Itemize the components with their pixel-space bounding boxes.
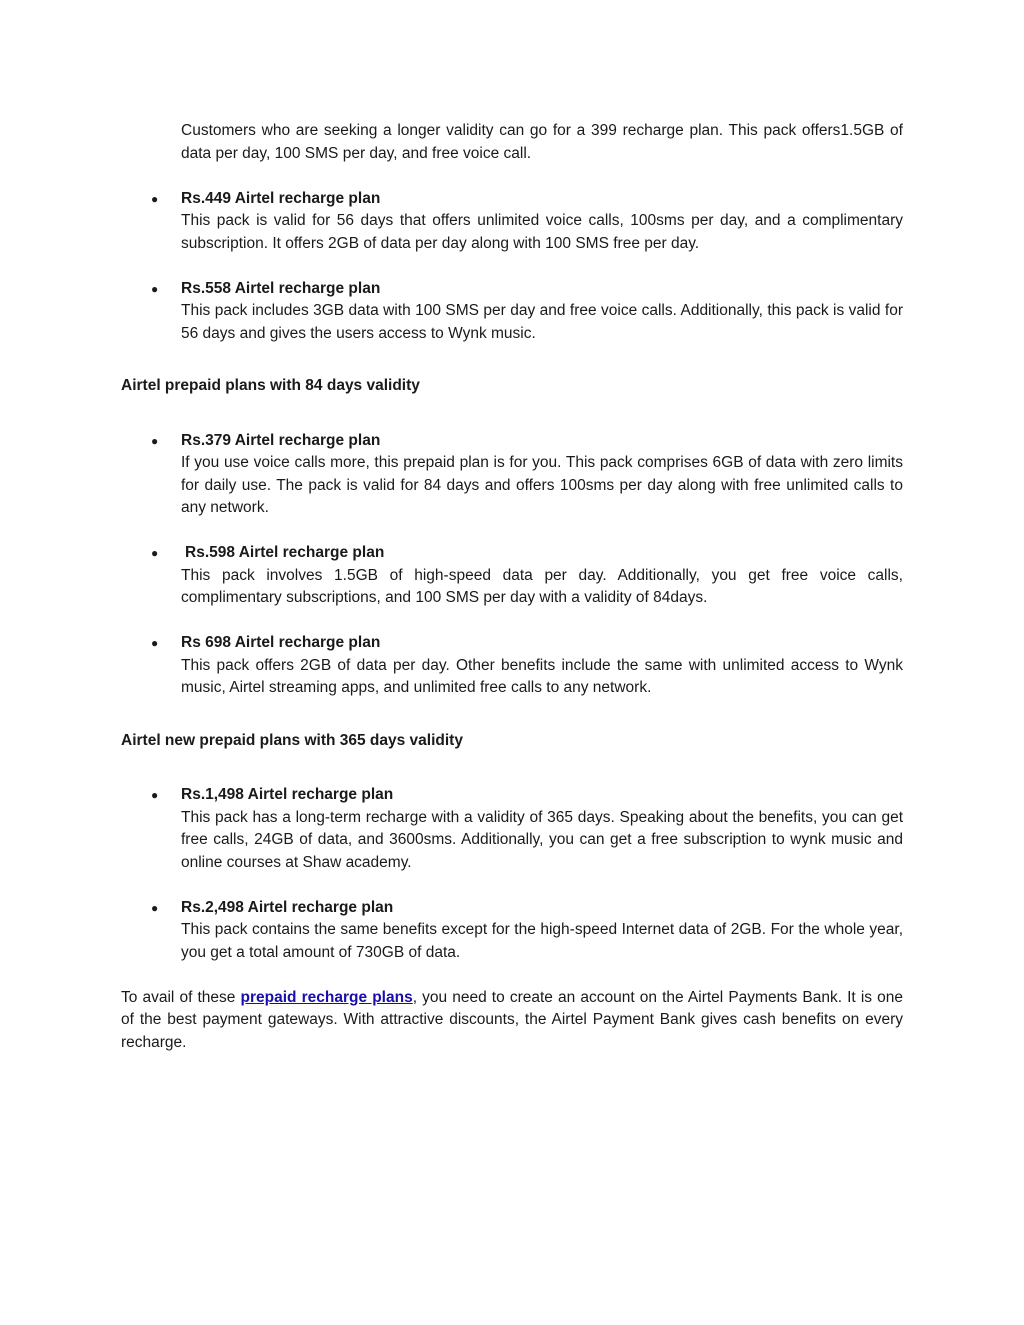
plan-title: Rs.379 Airtel recharge plan <box>181 431 381 449</box>
closing-paragraph <box>121 987 903 1055</box>
plan-item-rs558 <box>121 278 903 346</box>
plan-item-rs1498 <box>121 784 903 874</box>
bullet-icon: ● <box>151 433 159 448</box>
prepaid-recharge-plans-link[interactable]: prepaid recharge plans <box>240 988 413 1006</box>
plan-title: Rs.598 Airtel recharge plan <box>185 544 385 561</box>
plan-item-rs2498 <box>121 897 903 965</box>
plan-title: Rs.2,498 Airtel recharge plan <box>181 898 394 916</box>
plan-title: Rs.449 Airtel recharge plan <box>181 189 381 207</box>
plan-description: This pack contains the same benefits except for the high-speed Internet data of 2GB. For the whole year, you get a total amount of 730GB of data. <box>181 921 903 961</box>
plan-item-rs449 <box>121 188 903 256</box>
bullet-icon: ● <box>151 281 159 296</box>
closing-text-after: , you need to create an account on the Airtel Payments Bank. It is one of the best payment gateways. With attractive discounts, the Airtel Payment Bank gives cash benefits on every recharge. <box>121 988 903 1051</box>
bullet-icon: ● <box>151 546 159 560</box>
plan-item-rs698 <box>121 632 903 700</box>
plan-description: If you use voice calls more, this prepaid plan is for you. This pack comprises 6GB of data with zero limits for daily use. The pack is valid for 84 days and offers 100sms per day along with free unlimited calls to any network. <box>181 454 903 516</box>
plan-list-84-days <box>121 430 903 700</box>
plan-list-365-days <box>121 784 903 964</box>
bullet-icon: ● <box>151 900 159 915</box>
plan-description: This pack has a long-term recharge with a validity of 365 days. Speaking about the benefits, you can get free calls, 24GB of data, and 3600sms. Additionally, you can get a free subscription to wynk music and online courses at Shaw academy. <box>181 808 903 871</box>
closing-text-before: To avail of these <box>121 988 241 1006</box>
plan-title: Rs.1,498 Airtel recharge plan <box>181 786 394 803</box>
section-heading-84-days: Airtel prepaid plans with 84 days validity <box>121 377 420 394</box>
plan-description: This pack offers 2GB of data per day. Other benefits include the same with unlimited access to Wynk music, Airtel streaming apps, and unlimited free calls to any network. <box>181 656 903 696</box>
plan-description: This pack involves 1.5GB of high-speed data per day. Additionally, you get free voice calls, complimentary subscriptions, and 100 SMS per day with a validity of 84days. <box>181 566 903 606</box>
bullet-icon: ● <box>151 191 159 206</box>
plan-item-rs379 <box>121 430 903 520</box>
plan-item-rs598 <box>121 542 903 610</box>
bullet-icon: ● <box>151 788 159 802</box>
plan-description: This pack is valid for 56 days that offers unlimited voice calls, 100sms per day, and a complimentary subscription. It offers 2GB of data per day along with 100 SMS free per day. <box>181 212 903 252</box>
intro-paragraph: Customers who are seeking a longer validity can go for a 399 recharge plan. This pack offers1.5GB of data per day, 100 SMS per day, and free voice call. <box>181 122 903 162</box>
bullet-icon: ● <box>151 636 159 650</box>
section-heading-365-days: Airtel new prepaid plans with 365 days validity <box>121 731 463 749</box>
plan-title: Rs.558 Airtel recharge plan <box>181 279 381 297</box>
plan-list-56-days <box>121 188 903 346</box>
document-page <box>121 120 903 1070</box>
plan-description: This pack includes 3GB data with 100 SMS per day and free voice calls. Additionally, this pack is valid for 56 days and gives the users access to Wynk music. <box>181 302 903 342</box>
plan-title: Rs 698 Airtel recharge plan <box>181 634 381 651</box>
